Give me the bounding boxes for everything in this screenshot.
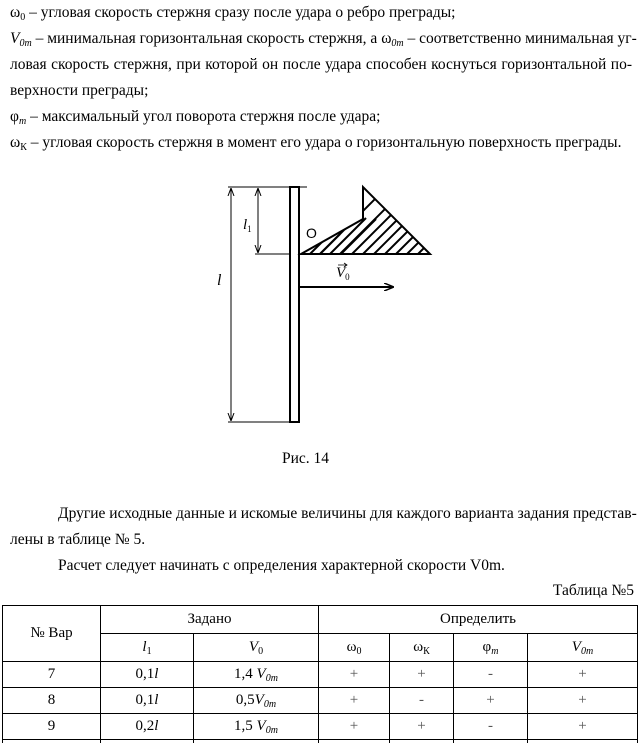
subscript: m	[18, 116, 27, 127]
symbol: ω	[10, 134, 21, 151]
cell-l1: 0,1l	[101, 662, 194, 688]
cell-w0: +	[319, 662, 390, 688]
subscript: 0	[20, 12, 26, 23]
header-given: Задано	[101, 606, 319, 634]
subscript: 0m	[391, 38, 404, 49]
definition-continuation: верхности преграды;	[10, 82, 149, 99]
cell-w0: +	[319, 688, 390, 714]
header-phim: $\varphi_m$	[454, 634, 528, 662]
label-O: O	[306, 225, 317, 241]
symbol: φ	[10, 108, 19, 125]
cell-var: 8	[3, 688, 101, 714]
table-row	[3, 688, 638, 714]
definition-continuation: ловая скорость стержня, при которой он после удара способен коснуться горизонтальной по-	[10, 56, 632, 73]
cell-w0: +	[319, 714, 390, 740]
header-wk: $\omega_К$	[390, 634, 454, 662]
obstacle-hatching	[310, 174, 486, 254]
subscript: 0m	[19, 38, 32, 49]
table-title: Таблица №5	[552, 582, 634, 599]
label-l1: $l_1$	[243, 217, 252, 234]
cell-var: 9	[3, 714, 101, 740]
cell-v0: 1,5 $V_{0m}$	[194, 714, 319, 740]
cell-wk: +	[390, 662, 454, 688]
symbol: ω	[381, 30, 392, 47]
definition-text: – максимальный угол поворота стержня после удара;	[26, 108, 381, 125]
definition-text: – соответственно минимальная уг-	[403, 30, 637, 47]
cell-wk: -	[390, 688, 454, 714]
cell-l1: 0,2l	[101, 714, 194, 740]
symbol: V	[10, 30, 20, 47]
cell-v0: $0,5V_{0m}$	[194, 688, 319, 714]
subscript: К	[20, 142, 27, 153]
definition-text: – угловая скорость стержня сразу после удара о ребро преграды;	[25, 4, 456, 21]
cell-phim: -	[454, 714, 528, 740]
table-row	[3, 662, 638, 688]
header-l1: $l_1$	[101, 634, 194, 662]
header-v0m: $V_{0m}$	[528, 634, 638, 662]
header-determine: Определить	[319, 606, 638, 634]
paragraph-text: лены в таблице № 5.	[10, 531, 146, 548]
cell-phim: +	[454, 688, 528, 714]
label-l: l	[217, 272, 222, 289]
obstacle	[301, 187, 430, 254]
header-var: № Вар	[3, 606, 101, 662]
cell-wk: +	[390, 714, 454, 740]
paragraph-text: Другие исходные данные и искомые величины для каждого варианта задания представ-	[58, 505, 637, 522]
cell-var: 7	[3, 662, 101, 688]
cell-v0m: +	[528, 662, 638, 688]
rod	[290, 187, 299, 422]
definition-text: – угловая скорость стержня в момент его удара о горизонтальную поверхность преграды.	[26, 134, 622, 151]
cell-l1: 0,1l	[101, 688, 194, 714]
header-v0: $V_0$	[194, 634, 319, 662]
table-row-partial	[3, 740, 638, 743]
header-w0: $\omega_0$	[319, 634, 390, 662]
paragraph-text: Расчет следует начинать с определения характерной скорости V0m.	[58, 557, 505, 574]
cell-v0m: +	[528, 714, 638, 740]
cell-v0: 1,4 $V_{0m}$	[194, 662, 319, 688]
symbol: ω	[10, 4, 21, 21]
cell-phim: -	[454, 662, 528, 688]
figure-caption: Рис. 14	[282, 450, 330, 467]
variants-table	[2, 605, 638, 743]
table-row	[3, 714, 638, 740]
definition-text: – минимальная горизонтальная скорость стержня, а	[31, 30, 382, 47]
cell-v0m: +	[528, 688, 638, 714]
label-v0: $V_0$	[336, 265, 350, 282]
